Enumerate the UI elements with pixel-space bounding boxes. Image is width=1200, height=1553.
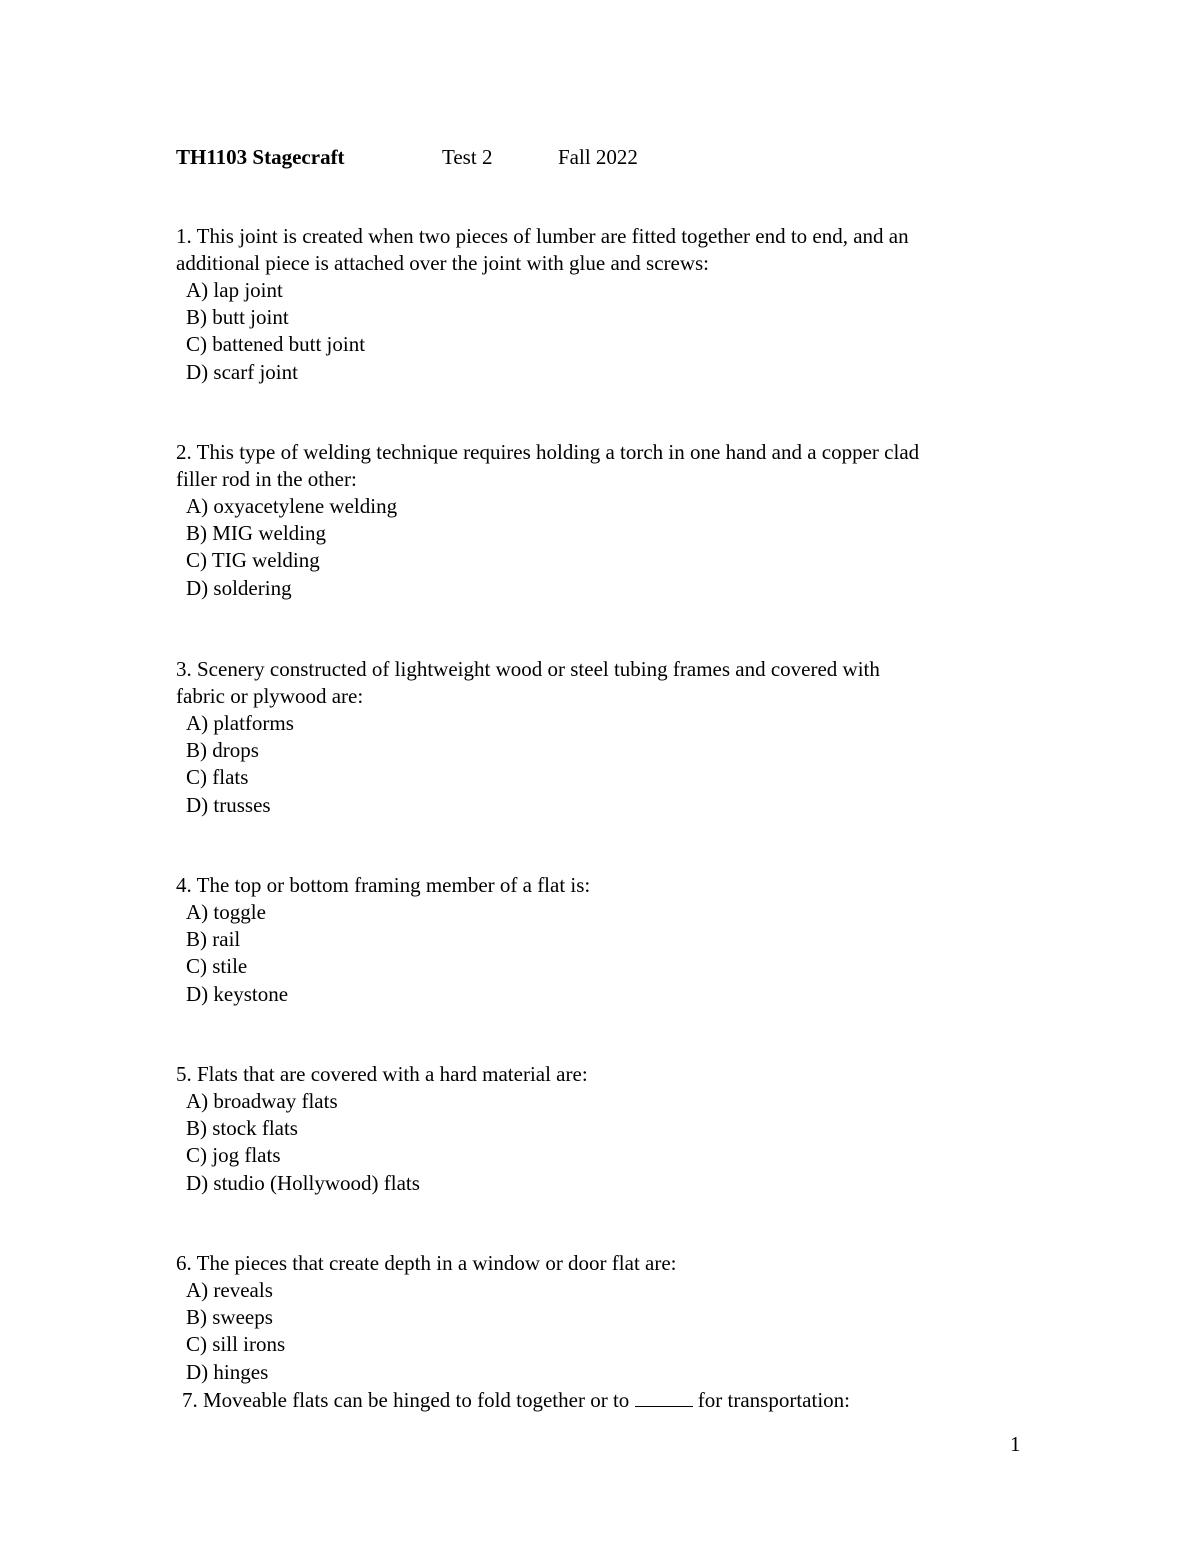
answer-option: C) TIG welding [186, 548, 320, 573]
question-2 [176, 439, 1036, 602]
question-text [176, 656, 1036, 710]
question-text-line: 5. Flats that are covered with a hard material are: [176, 1062, 588, 1086]
question-text-line: filler rod in the other: [176, 467, 357, 491]
question-text-after-blank: for transportation: [697, 1388, 851, 1412]
answer-option: D) keystone [186, 981, 289, 1006]
answer-option: B) MIG welding [186, 521, 326, 546]
answer-option: B) butt joint [186, 305, 289, 330]
answer-option: C) sill irons [186, 1332, 286, 1357]
question-text-line: fabric or plywood are: [176, 684, 364, 708]
answer-option: B) stock flats [186, 1116, 298, 1141]
answer-option: B) sweeps [186, 1305, 273, 1330]
page-number: 1 [1010, 1432, 1021, 1456]
question-5 [176, 1061, 1036, 1197]
answer-option: A) toggle [186, 900, 266, 924]
answer-option: D) hinges [186, 1359, 269, 1384]
answer-option: A) broadway flats [186, 1089, 338, 1113]
answer-options [176, 493, 1036, 602]
question-text-line: additional piece is attached over the joint with glue and screws: [176, 251, 709, 275]
answer-option: A) lap joint [186, 278, 283, 302]
question-text-line: 4. The top or bottom framing member of a flat is: [176, 873, 591, 897]
question-text [176, 223, 1036, 277]
question-text-line: 3. Scenery constructed of lightweight wood or steel tubing frames and covered with [176, 657, 880, 681]
fill-in-blank [635, 1386, 693, 1407]
answer-option: D) soldering [186, 575, 292, 600]
answer-options [176, 1277, 1036, 1386]
answer-option: D) scarf joint [186, 359, 298, 384]
question-text-line: 1. This joint is created when two pieces of lumber are fitted together end to end, and an [176, 224, 909, 248]
answer-options [176, 710, 1036, 819]
answer-option: A) platforms [186, 711, 294, 735]
answer-option: D) trusses [186, 792, 271, 817]
question-text-line: 6. The pieces that create depth in a window or door flat are: [176, 1251, 677, 1275]
answer-option: C) flats [186, 765, 249, 790]
question-text [176, 872, 1036, 899]
answer-option: D) studio (Hollywood) flats [186, 1170, 420, 1195]
answer-option: A) oxyacetylene welding [186, 494, 398, 518]
answer-options [176, 1088, 1036, 1197]
answer-option: C) battened butt joint [186, 332, 366, 357]
question-4 [176, 872, 1036, 1008]
answer-option: B) rail [186, 927, 241, 952]
answer-options [176, 277, 1036, 386]
answer-option: C) stile [186, 954, 248, 979]
question-text-line: 2. This type of welding technique requires holding a torch in one hand and a copper clad [176, 440, 920, 464]
answer-option: B) drops [186, 738, 259, 763]
answer-options [176, 899, 1036, 1008]
question-text-before-blank: 7. Moveable flats can be hinged to fold together or to [182, 1388, 630, 1412]
question-text [176, 1061, 1036, 1088]
test-label: Test 2 [442, 145, 493, 169]
answer-option: A) reveals [186, 1278, 273, 1302]
question-7 [182, 1386, 850, 1414]
test-header [176, 142, 976, 172]
question-text [176, 439, 1036, 493]
question-1 [176, 223, 1036, 386]
question-3 [176, 656, 1036, 819]
term-label: Fall 2022 [558, 145, 638, 169]
course-title: TH1103 Stagecraft [176, 145, 345, 169]
answer-option: C) jog flats [186, 1143, 281, 1168]
question-6 [176, 1250, 1036, 1386]
question-text [176, 1250, 1036, 1277]
